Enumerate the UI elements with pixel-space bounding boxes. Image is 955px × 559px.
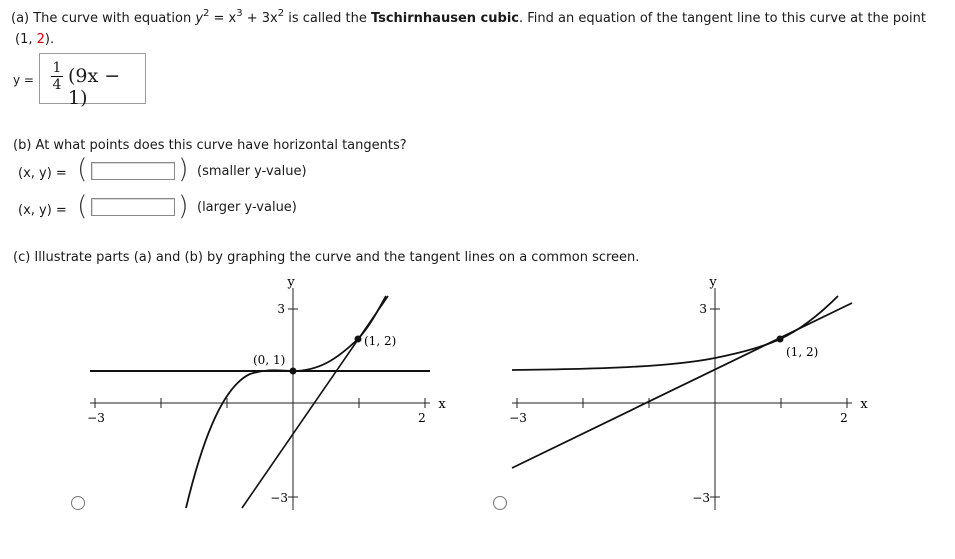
graph1-tick-y-top: 3 xyxy=(277,302,285,316)
var-y: y xyxy=(195,11,204,26)
graph2-point-1-2 xyxy=(777,336,784,343)
row1-label: (x, y) = xyxy=(18,166,67,181)
row2-label: (x, y) = xyxy=(18,203,67,218)
answer-label: y = xyxy=(13,73,34,87)
graph1-point-label-2: (1, 2) xyxy=(364,334,397,348)
horizontal-tangent-smaller-input[interactable] xyxy=(91,162,175,180)
graph1-point-0-1 xyxy=(290,368,297,375)
part-c-instruction: (c) Illustrate parts (a) and (b) by graphing the curve and the tangent lines on a common screen. xyxy=(13,250,640,265)
curve-name: Tschirnhausen cubic xyxy=(370,11,519,26)
graph1 xyxy=(0,270,470,515)
graph2 xyxy=(480,270,955,515)
graph2-y-axis-label: y xyxy=(709,275,717,290)
graph1-tick-y-bottom: −3 xyxy=(270,491,288,505)
graph2-tick-x-left: −3 xyxy=(509,411,527,425)
horizontal-tangent-larger-input[interactable] xyxy=(91,198,175,216)
exponent: 2 xyxy=(277,8,285,19)
graph2-tick-y-top: 3 xyxy=(699,302,707,316)
tangent-line-answer[interactable] xyxy=(39,53,146,109)
exponent: 2 xyxy=(203,8,210,19)
point-y-highlight: 2 xyxy=(36,32,45,47)
graph2-tick-x-right: 2 xyxy=(840,411,848,425)
graph1-curve xyxy=(186,296,386,508)
row1-hint: (smaller y-value) xyxy=(197,164,307,179)
graph1-tick-x-right: 2 xyxy=(418,411,426,425)
graph1-y-axis-label: y xyxy=(287,275,295,290)
fraction-numerator: 1 xyxy=(52,60,62,76)
exponent: 3 xyxy=(236,8,243,19)
point-text: (1, xyxy=(15,32,37,47)
answer-fraction xyxy=(50,60,64,93)
equation-part: = x xyxy=(209,11,237,26)
graph1-tick-x-left: −3 xyxy=(87,411,105,425)
graph1-x-axis-label: x xyxy=(438,397,446,412)
fraction-denominator: 4 xyxy=(52,77,62,93)
graph1-point-label-1: (0, 1) xyxy=(253,353,286,367)
graph2-tick-y-bottom: −3 xyxy=(692,491,710,505)
point-text: ). xyxy=(44,32,55,47)
part-a-text: (a) The curve with equation xyxy=(11,11,196,26)
part-a-text: is called the xyxy=(284,11,371,26)
graph2-point-label: (1, 2) xyxy=(786,345,819,359)
row2-hint: (larger y-value) xyxy=(197,200,297,215)
equation-part: + 3x xyxy=(242,11,278,26)
close-paren: ) xyxy=(178,191,189,222)
part-a-question-line1 xyxy=(11,8,926,26)
graph1-point-1-2 xyxy=(355,336,362,343)
part-b-question: (b) At what points does this curve have horizontal tangents? xyxy=(13,138,407,153)
close-paren: ) xyxy=(178,154,189,185)
open-paren: ( xyxy=(77,191,88,222)
answer-expression: (9x − 1) xyxy=(68,65,121,109)
part-a-question-line2 xyxy=(15,32,54,47)
part-a-text: . Find an equation of the tangent line to this curve at the point xyxy=(518,11,926,26)
open-paren: ( xyxy=(77,154,88,185)
graph2-x-axis-label: x xyxy=(860,397,868,412)
